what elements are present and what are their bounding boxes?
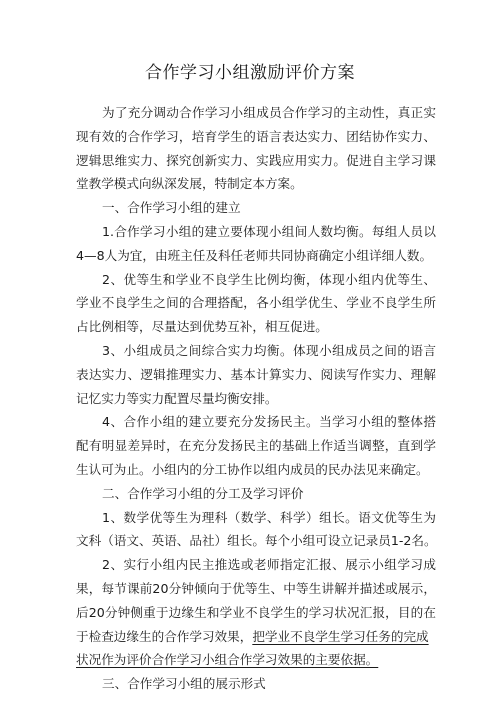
text-line: 1.合作学习小组的建立要体现小组间人数均衡。每组人员以 (102, 223, 436, 239)
text-line: 占比例相等，尽量达到优势互补，相互促进。 (76, 319, 328, 335)
section-heading: 一、合作学习小组的建立 (102, 200, 241, 216)
underlined-text: 状况作为评价合作学习小组合作学习效果的主要依据。 (76, 652, 379, 668)
text-line: 3、小组成员之间综合实力均衡。体现小组成员之间的语言 (102, 342, 436, 358)
text-line (76, 648, 436, 672)
text-line: 文科（语文、英语、品社）组长。每个小组可设立记录员1-2名。 (76, 533, 437, 549)
text-line: 堂教学模式向纵深发展，特制定本方案。 (76, 176, 303, 192)
body-paragraph (76, 410, 436, 481)
text-line: 2、优等生和学业不良学生比例均衡，体现小组内优等生、 (102, 271, 436, 287)
text-line: 表达实力、逻辑推理实力、基本计算实力、阅读写作实力、理解 (76, 366, 436, 382)
text-line: 学业不良学生之间的合理搭配，各小组学优生、学业不良学生所 (76, 295, 436, 311)
text-line (76, 625, 436, 649)
text-line: 逻辑思维实力、探究创新实力、实践应用实力。促进自主学习课 (76, 152, 436, 168)
body-paragraph (76, 553, 436, 672)
text-line: 果，每节课前20分钟倾向于优等生、中等生讲解并描述或展示， (76, 580, 436, 596)
text-line: 4—8人为宜，由班主任及科任老师共同协商确定小组详细人数。 (76, 247, 433, 263)
text-line: 为了充分调动合作学习小组成员合作学习的主动性，真正实 (102, 105, 436, 120)
document-title: 合作学习小组激励评价方案 (145, 63, 355, 83)
section-heading: 二、合作学习小组的分工及学习评价 (102, 485, 304, 501)
text-line: 2、实行小组内民主推选或老师指定汇报、展示小组学习成 (102, 557, 436, 573)
text-line: 1、数学优等生为理科（数学、科学）组长。语文优等生为 (102, 509, 436, 525)
section-heading: 三、合作学习小组的展示形式 (102, 676, 266, 692)
body-paragraph (76, 220, 436, 268)
text-line: 配有明显差异时，在充分发扬民主的基础上作适当调整，直到学 (76, 438, 436, 454)
text-segment: 于检查边缘生的合作学习效果， (76, 628, 253, 644)
underlined-text: 把学业不良学生学习任务的完成 (252, 628, 429, 644)
intro-paragraph (76, 101, 436, 196)
document-body (76, 101, 436, 696)
text-line: 现有效的合作学习，培育学生的语言表达实力、团结协作实力、 (76, 128, 436, 144)
body-paragraph (76, 268, 436, 339)
text-line: 记忆实力等实力配置尽量均衡安排。 (76, 390, 278, 406)
text-line: 4、合作小组的建立要充分发扬民主。当学习小组的整体搭 (102, 414, 436, 430)
text-line: 生认可为止。小组内的分工协作以组内成员的民办法见来确定。 (76, 461, 429, 477)
body-paragraph (76, 339, 436, 410)
body-paragraph (76, 506, 436, 554)
text-line: 后20分钟侧重于边缘生和学业不良学生的学习状况汇报，目的在 (76, 604, 436, 620)
